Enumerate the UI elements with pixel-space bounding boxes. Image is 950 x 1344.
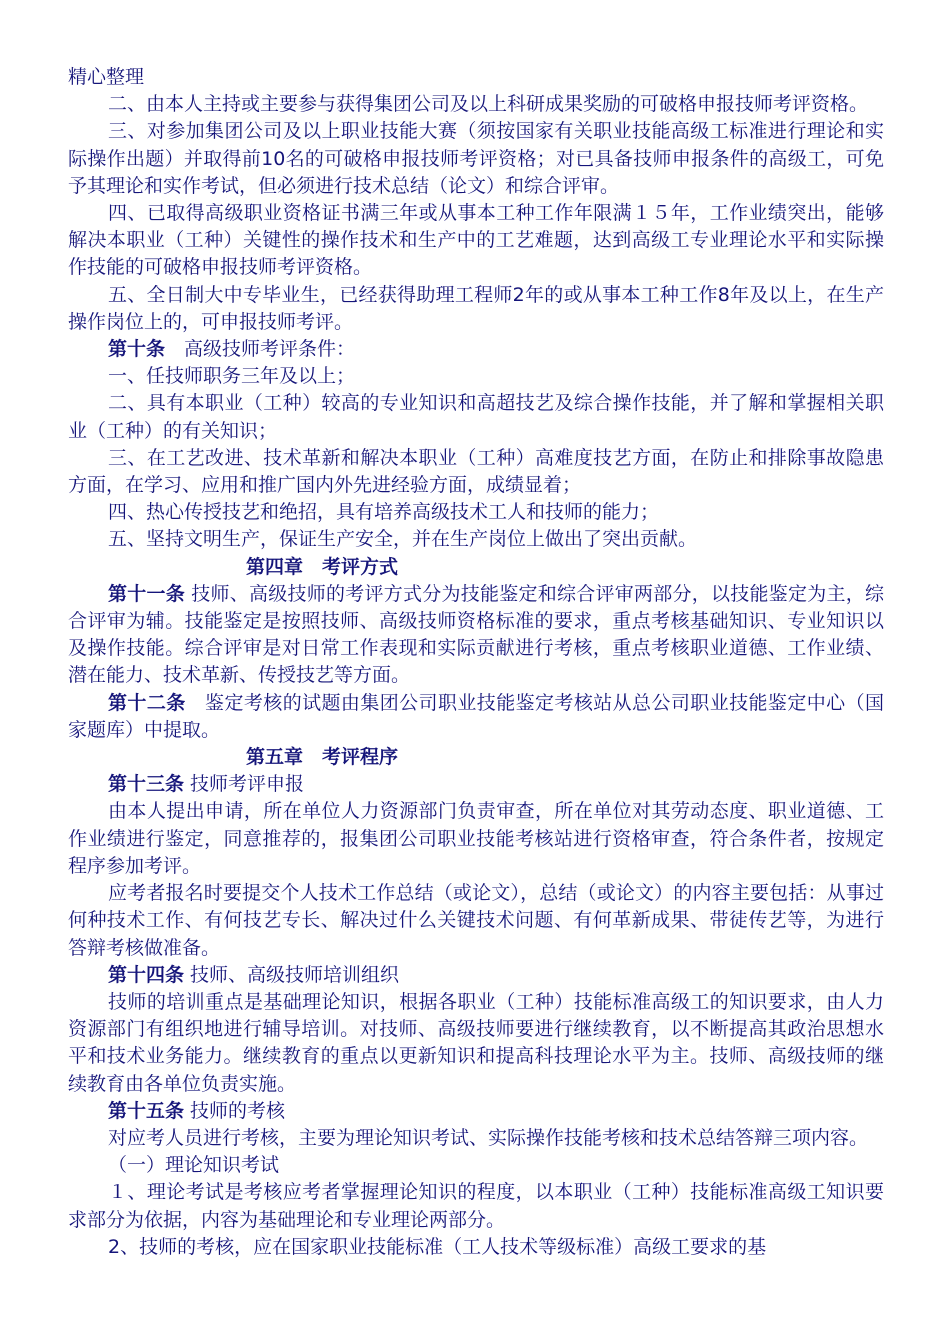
paragraph-text: 鉴定考核的试题由集团公司职业技能鉴定考核站从总公司职业技能鉴定中心（国家题库）中提取。	[68, 691, 884, 741]
article-paragraph	[68, 690, 884, 744]
paragraph-text: 技师的考核	[184, 1099, 286, 1122]
body-paragraph	[68, 798, 884, 880]
paragraph-text: 二、由本人主持或主要参与获得集团公司及以上科研成果奖励的可破格申报技师考评资格。	[108, 93, 869, 116]
chapter-heading: 第五章 考评程序	[246, 746, 399, 769]
body-paragraph	[68, 200, 884, 282]
paragraph-text: 技师、高级技师培训组织	[184, 963, 400, 986]
body-paragraph	[68, 1152, 884, 1179]
article-paragraph	[68, 1098, 884, 1125]
paragraph-text: 五、坚持文明生产，保证生产安全，并在生产岗位上做出了突出贡献。	[108, 528, 698, 551]
document-page	[68, 64, 884, 1261]
paragraph-text: 五、全日制大中专毕业生，已经获得助理工程师2年的或从事本工种工作8年及以上，在生产操作岗位上的，可申报技师考评。	[68, 283, 884, 333]
body-paragraph	[68, 880, 884, 962]
body-paragraph	[68, 390, 884, 444]
body-paragraph	[68, 282, 884, 336]
document-body	[68, 91, 884, 1261]
page-header: 精心整理	[68, 66, 145, 88]
paragraph-text: 四、已取得高级职业资格证书满三年或从事本工种工作年限满１５年，工作业绩突出，能够解决本职业（工种）关键性的操作技术和生产中的工艺难题，达到高级工专业理论水平和实际操作技能的可破格申报技师考评资格。	[68, 202, 884, 279]
chapter-heading: 第四章 考评方式	[246, 555, 399, 578]
article-number: 第十四条	[108, 963, 185, 986]
paragraph-text: 应考者报名时要提交个人技术工作总结（或论文），总结（或论文）的内容主要包括：从事过何种技术工作、有何技艺专长、解决过什么关键技术问题、有何革新成果、带徒传艺等，为进行答辩考核做准备。	[68, 882, 884, 959]
paragraph-text: 技师考评申报	[184, 773, 305, 796]
paragraph-text: 对应考人员进行考核，主要为理论知识考试、实际操作技能考核和技术总结答辩三项内容。	[108, 1126, 869, 1149]
article-paragraph	[68, 336, 884, 363]
body-paragraph	[68, 445, 884, 499]
paragraph-text: 由本人提出申请，所在单位人力资源部门负责审查，所在单位对其劳动态度、职业道德、工作业绩进行鉴定，同意推荐的，报集团公司职业技能考核站进行资格审查，符合条件者，按规定程序参加考评。	[68, 800, 884, 877]
article-number: 第十三条	[108, 773, 185, 796]
paragraph-text: 一、任技师职务三年及以上；	[108, 365, 356, 388]
body-paragraph	[68, 499, 884, 526]
paragraph-text: 二、具有本职业（工种）较高的专业知识和高超技艺及综合操作技能，并了解和掌握相关职业（工种）的有关知识；	[68, 392, 884, 442]
article-number: 第十一条	[108, 582, 185, 605]
article-number: 第十五条	[108, 1099, 185, 1122]
paragraph-text: 高级技师考评条件：	[165, 338, 356, 361]
body-paragraph	[68, 91, 884, 118]
body-paragraph	[68, 526, 884, 553]
article-paragraph	[68, 771, 884, 798]
body-paragraph	[68, 363, 884, 390]
paragraph-text: 四、热心传授技艺和绝招，具有培养高级技术工人和技师的能力；	[108, 501, 660, 524]
body-paragraph	[68, 989, 884, 1098]
body-paragraph	[68, 1234, 884, 1261]
paragraph-text: 2、技师的考核，应在国家职业技能标准（工人技术等级标准）高级工要求的基	[108, 1235, 767, 1258]
paragraph-text: 三、对参加集团公司及以上职业技能大赛（须按国家有关职业技能高级工标准进行理论和实际操作出题）并取得前10名的可破格申报技师考评资格；对已具备技师申报条件的高级工，可免予其理论和实作考试，但必须进行技术总结（论文）和综合评审。	[68, 120, 884, 197]
body-paragraph	[68, 1179, 884, 1233]
paragraph-text: 技师、高级技师的考评方式分为技能鉴定和综合评审两部分，以技能鉴定为主，综合评审为辅。技能鉴定是按照技师、高级技师资格标准的要求，重点考核基础知识、专业知识以及操作技能。综合评审是对日常工作表现和实际贡献进行考核，重点考核职业道德、工作业绩、潜在能力、技术革新、传授技艺等方面。	[68, 582, 884, 687]
body-paragraph	[68, 1125, 884, 1152]
article-number: 第十二条	[108, 691, 186, 714]
paragraph-text: １、理论考试是考核应考者掌握理论知识的程度，以本职业（工种）技能标准高级工知识要求部分为依据，内容为基础理论和专业理论两部分。	[68, 1181, 884, 1231]
paragraph-text: 技师的培训重点是基础理论知识，根据各职业（工种）技能标准高级工的知识要求，由人力资源部门有组织地进行辅导培训。对技师、高级技师要进行继续教育，以不断提高其政治思想水平和技术业务能力。继续教育的重点以更新知识和提高科技理论水平为主。技师、高级技师的继续教育由各单位负责实施。	[68, 990, 884, 1095]
paragraph-text: （一）理论知识考试	[108, 1154, 280, 1177]
article-paragraph	[68, 581, 884, 690]
body-paragraph	[68, 118, 884, 200]
article-number: 第十条	[108, 338, 166, 361]
article-paragraph	[68, 962, 884, 989]
paragraph-text: 三、在工艺改进、技术革新和解决本职业（工种）高难度技艺方面，在防止和排除事故隐患方面，在学习、应用和推广国内外先进经验方面，成绩显着；	[68, 446, 884, 497]
